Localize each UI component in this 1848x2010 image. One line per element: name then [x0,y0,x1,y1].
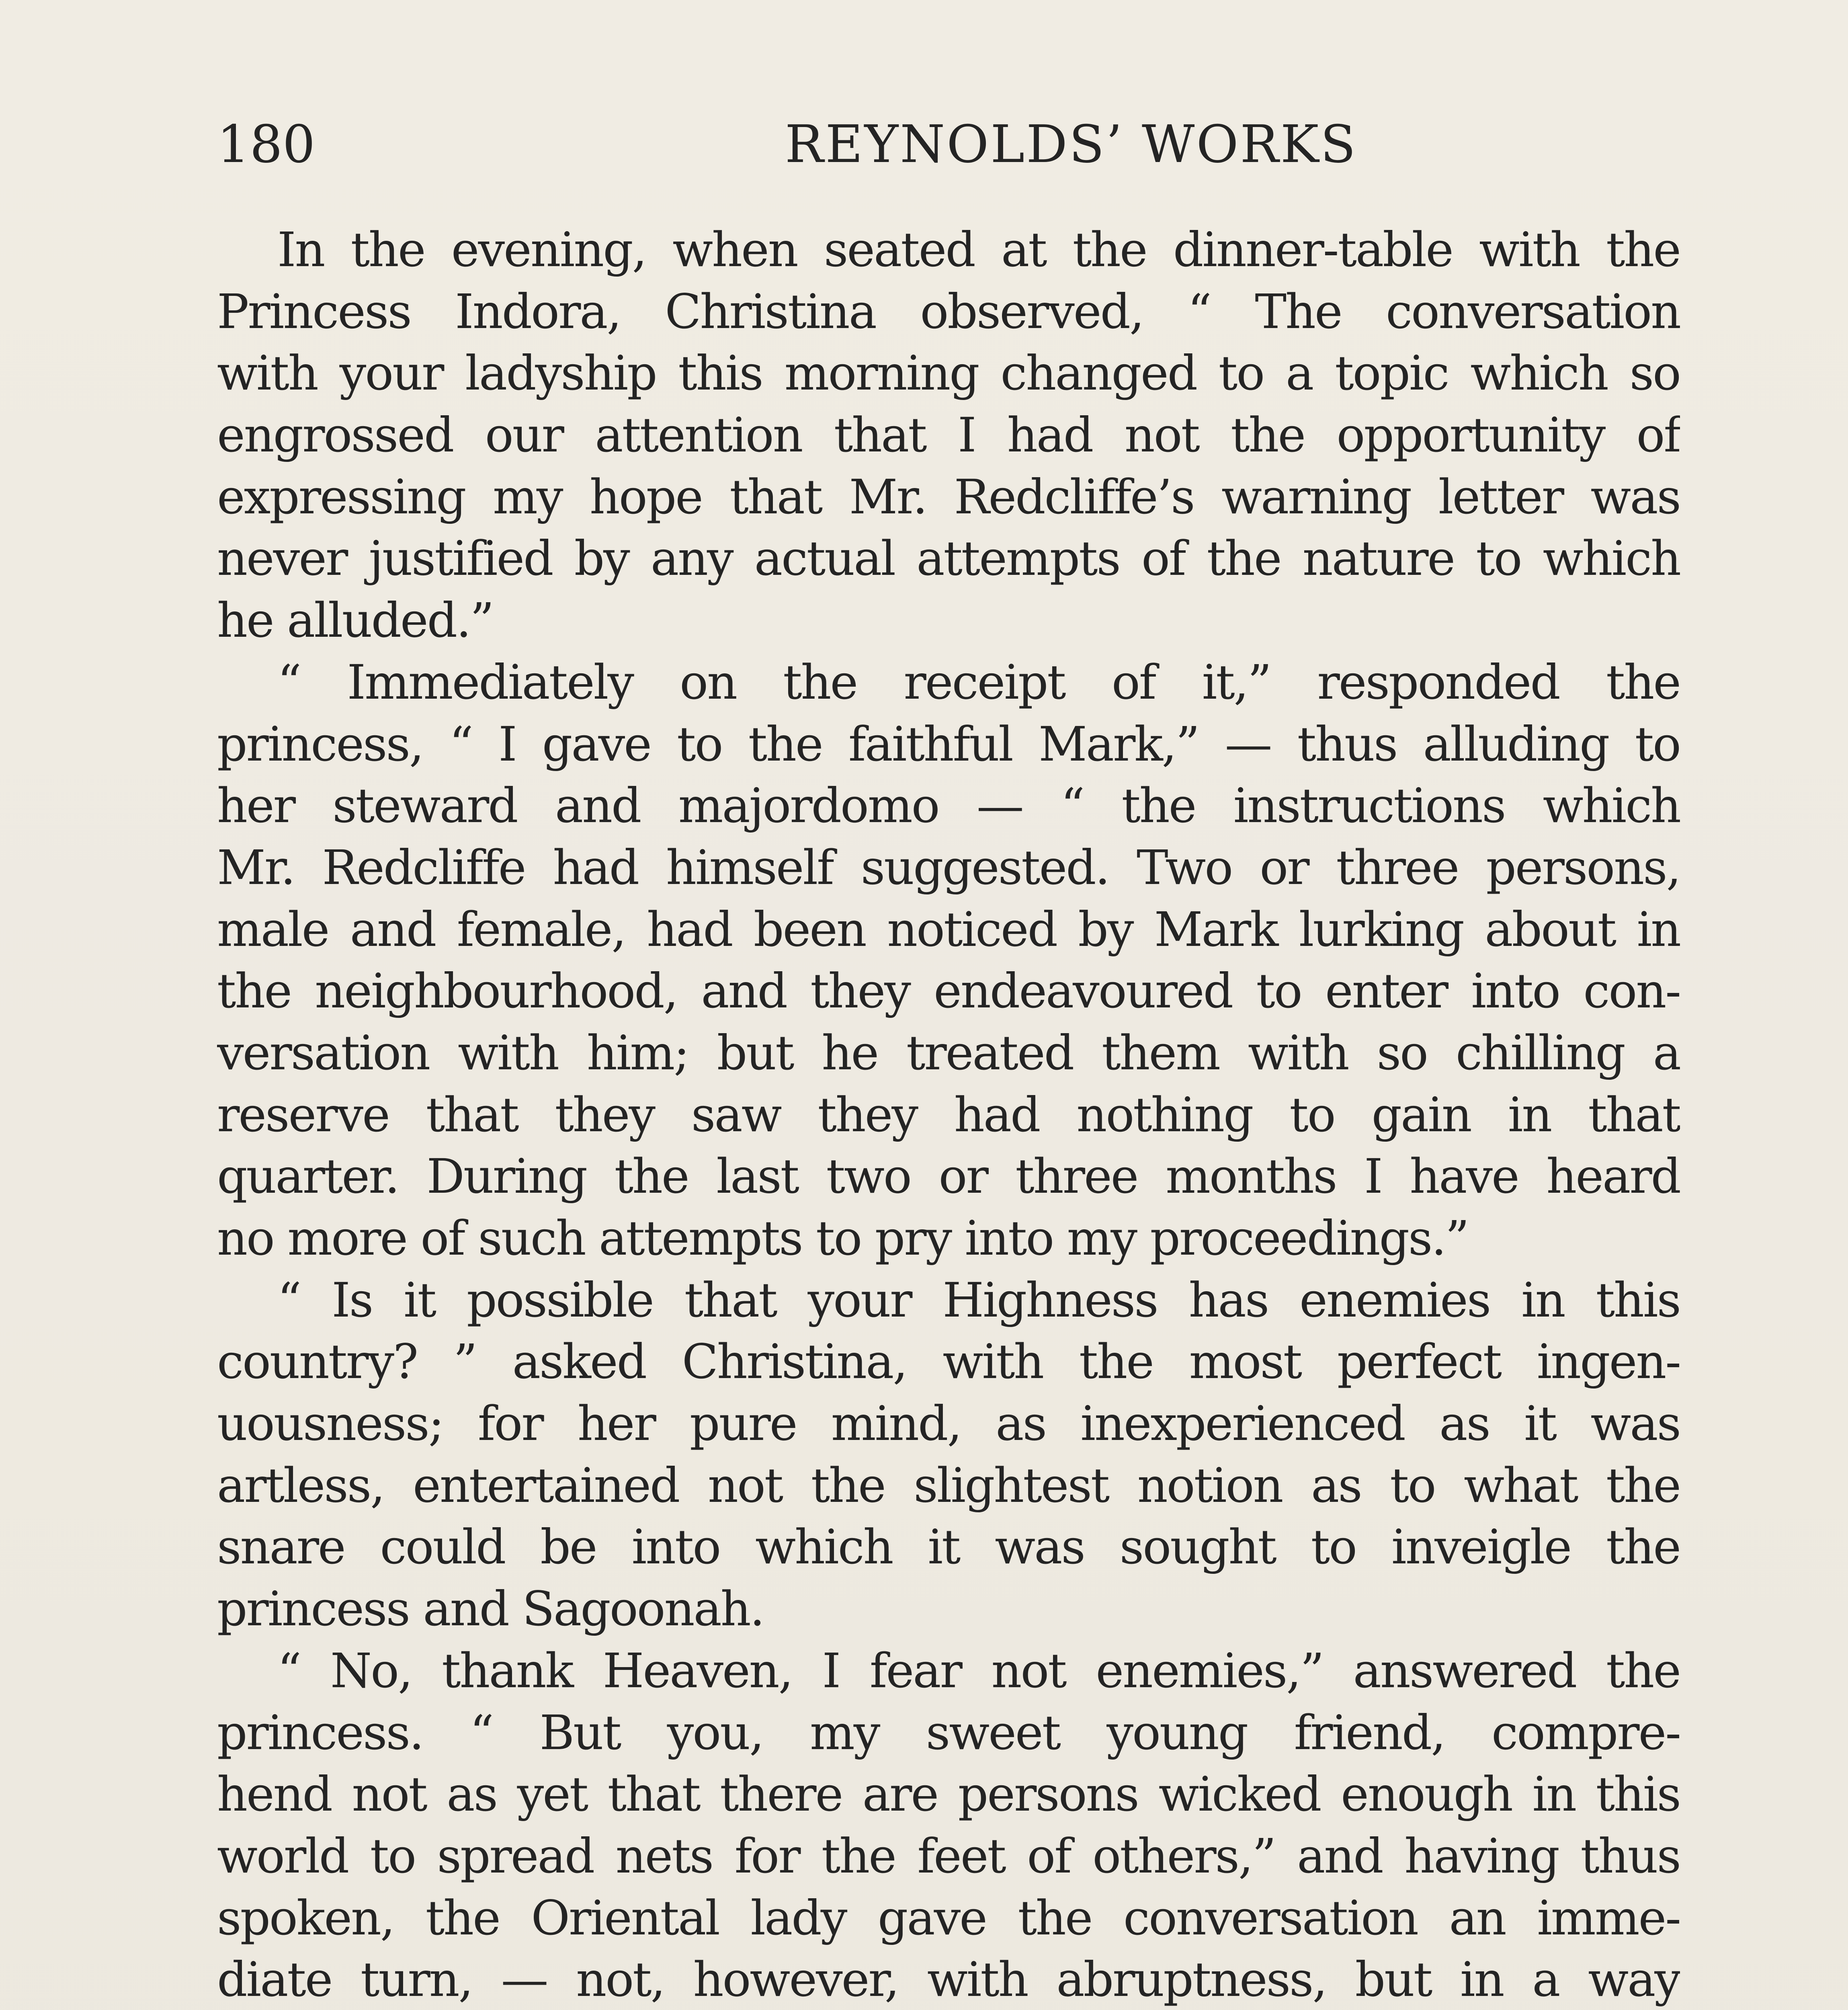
text-line: expressing my hope that Mr. Redcliffe’s warning letter was [217,469,1680,525]
text-line: hend not as yet that there are persons wicked enough in this [217,1766,1680,1822]
text-line: male and female, had been noticed by Mark lurking about in [217,901,1680,957]
text-line: he alluded.” [217,593,493,648]
text-line: engrossed our attention that I had not the opportunity of [217,407,1680,463]
text-line: no more of such attempts to pry into my proceedings.” [217,1210,1469,1266]
text-line: quarter. During the last two or three months I have heard [217,1149,1680,1204]
page-number: 180 [217,115,316,174]
body-text [217,219,1680,2010]
text-line: with your ladyship this morning changed to a topic which so [217,345,1680,401]
text-line: princess, “ I gave to the faithful Mark,” — thus alluding to [217,716,1680,772]
text-line: artless, entertained not the slightest notion as to what the [217,1457,1680,1513]
text-line: uousness; for her pure mind, as inexperienced as it was [217,1396,1680,1452]
text-line: diate turn, — not, however, with abruptness, but in a way [217,1952,1680,2008]
text-line: princess. “ But you, my sweet young friend, compre- [217,1704,1680,1760]
text-line: snare could be into which it was sought to inveigle the [217,1519,1680,1575]
text-line: “ Is it possible that your Highness has enemies in this [277,1272,1680,1328]
text-line: “ Immediately on the receipt of it,” responded the [277,654,1680,710]
text-line: Mr. Redcliffe had himself suggested. Two or three persons, [217,839,1680,895]
text-line: the neighbourhood, and they endeavoured to enter into con- [217,963,1680,1019]
text-line: “ No, thank Heaven, I fear not enemies,” answered the [277,1643,1680,1698]
text-line: world to spread nets for the feet of others,” and having thus [217,1828,1680,1884]
text-line: her steward and majordomo — “ the instructions which [217,778,1680,834]
text-line: country? ” asked Christina, with the most perfect ingen- [217,1334,1680,1390]
text-line: In the evening, when seated at the dinner-table with the [277,222,1680,277]
text-line: never justified by any actual attempts of the nature to which [217,531,1680,587]
text-line: Princess Indora, Christina observed, “ The conversation [217,283,1680,339]
text-line: versation with him; but he treated them with so chilling a [217,1025,1680,1081]
page-header [217,109,1680,181]
text-line: reserve that they saw they had nothing to gain in that [217,1087,1680,1142]
text-line: spoken, the Oriental lady gave the conversation an imme- [217,1890,1680,1946]
running-head: REYNOLDS’ WORKS [785,115,1358,174]
text-line: princess and Sagoonah. [217,1581,764,1637]
